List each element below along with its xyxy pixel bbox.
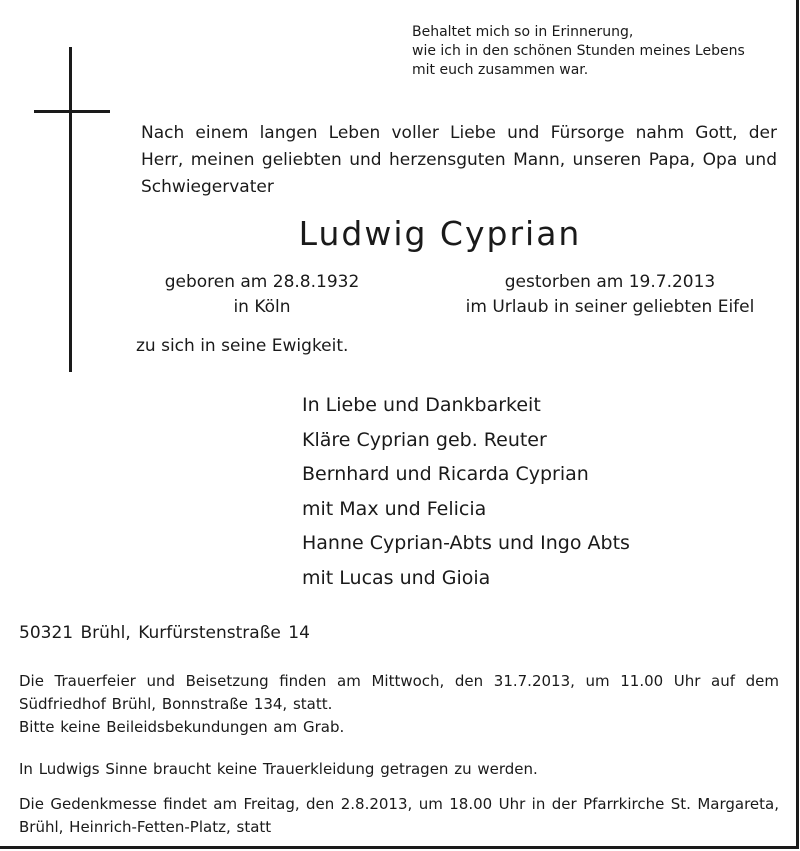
eternity-text: zu sich in seine Ewigkeit. <box>136 336 349 356</box>
intro-text: Nach einem langen Leben voller Liebe und Fürsorge nahm Gott, der Herr, meinen geliebten und herzensguten Mann, unseren Papa, Opa und Schwiegervater <box>141 123 777 197</box>
motto-line: wie ich in den schönen Stunden meines Lebens <box>412 43 745 59</box>
family-line: mit Max und Felicia <box>302 497 487 520</box>
funeral-details: Die Trauerfeier und Beisetzung finden am Mittwoch, den 31.7.2013, um 11.00 Uhr auf dem Südfriedhof Brühl, Bonnstraße 134, statt. <box>19 672 779 713</box>
address: 50321 Brühl, Kurfürstenstraße 14 <box>19 623 310 643</box>
funeral-info <box>19 670 779 739</box>
memorial-mass-info: Die Gedenkmesse findet am Freitag, den 2.8.2013, um 18.00 Uhr in der Pfarrkirche St. Margareta, Brühl, Heinrich-Fetten-Platz, statt <box>19 795 779 836</box>
birth-info <box>142 270 382 320</box>
mourning-wear-note: In Ludwigs Sinne braucht keine Trauerkleidung getragen zu werden. <box>19 760 538 778</box>
cross-vertical-bar <box>69 47 72 372</box>
condolence-note: Bitte keine Beileidsbekundungen am Grab. <box>19 718 345 736</box>
birth-place: in Köln <box>233 297 291 317</box>
motto-line: mit euch zusammen war. <box>412 62 589 78</box>
death-info <box>440 270 780 320</box>
family-line: In Liebe und Dankbarkeit <box>302 394 541 416</box>
family-line: Kläre Cyprian geb. Reuter <box>302 428 547 451</box>
family-line: Bernhard und Ricarda Cyprian <box>302 463 589 485</box>
birth-date: geboren am 28.8.1932 <box>164 272 360 292</box>
family-line: mit Lucas und Gioia <box>302 566 491 589</box>
motto-line: Behaltet mich so in Erinnerung, <box>412 24 634 40</box>
death-date: gestorben am 19.7.2013 <box>504 272 716 292</box>
deceased-name: Ludwig Cyprian <box>298 214 582 253</box>
death-place: im Urlaub in seiner geliebten Eifel <box>465 297 755 317</box>
family-line: Hanne Cyprian-Abts und Ingo Abts <box>302 532 630 554</box>
motto <box>412 23 792 80</box>
cross-horizontal-bar <box>34 110 110 113</box>
family-list <box>302 388 762 595</box>
